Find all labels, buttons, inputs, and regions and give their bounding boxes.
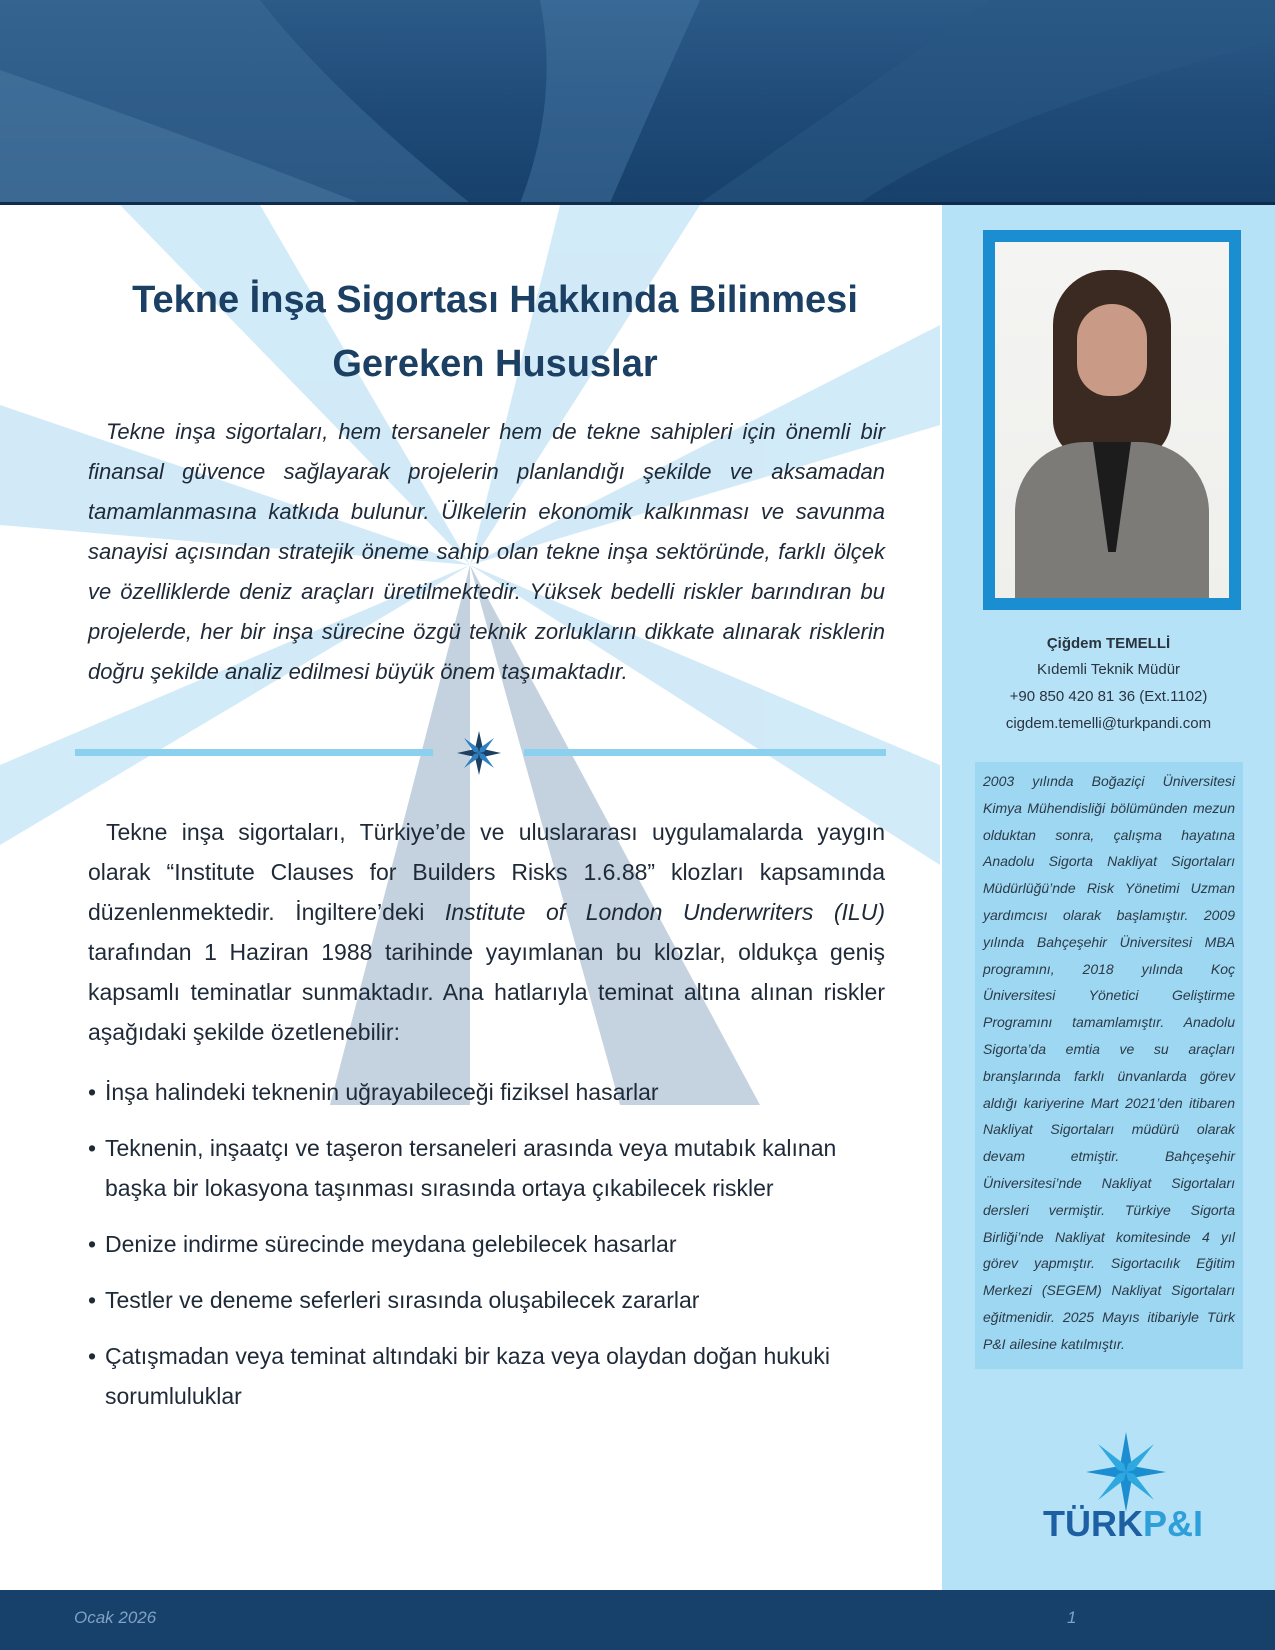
body-text-part-2: tarafından 1 Haziran 1988 tarihinde yayımlanan bu klozlar, oldukça geniş kapsamlı teminatlar sunmaktadır. Ana hatlarıyla teminat altına alınan riskler aşağıdaki şekilde özetlenebilir: <box>88 939 885 1045</box>
author-photo-frame <box>983 230 1241 610</box>
body-paragraph <box>88 812 885 1052</box>
title-line-2: Gereken Hususlar <box>332 343 658 385</box>
list-item: • Çatışmadan veya teminat altındaki bir kaza veya olaydan doğan hukuki sorumluluklar <box>88 1336 888 1416</box>
separator-left <box>75 749 433 756</box>
page-number: 1 <box>1067 1608 1077 1627</box>
intro-paragraph: Tekne inşa sigortaları, hem tersaneler hem de tekne sahipleri için önemli bir finansal güvence sağlayarak projelerin planlandığı şekilde ve aksamadan tamamlanmasına katkıda bulunur. Ülkelerin ekonomik kalkınması ve savunma sanayisi açısından stratejik öneme sahip olan tekne inşa sektöründe, farklı ölçek ve özelliklerde deniz araçları üretilmektedir. Yüksek bedelli riskler barındıran bu projelerde, her bir inşa sürecine özgü teknik zorlukların dikkate alınarak risklerin doğru şekilde analiz edilmesi büyük önem taşımaktadır. <box>88 419 885 684</box>
logo-part-pi: P&I <box>1142 1503 1203 1544</box>
company-logo <box>1043 1503 1203 1545</box>
author-name: Çiğdem TEMELLİ <box>1046 635 1171 652</box>
author-bio: 2003 yılında Boğaziçi Üniversitesi Kimya Mühendisliği bölümünden mezun olduktan sonra, çalışma hayatına Anadolu Sigorta Nakliyat Sigortaları Müdürlüğü’nde Risk Yönetimi Uzman yardımcısı olarak başlamıştır. 2009 yılında Bahçeşehir Üniversitesi MBA programını, 2018 yılında Koç Üniversitesi Yönetici Geliştirme Programını tamamlamıştır. Anadolu Sigorta’da emtia ve su araçları branşlarında farklı ünvanlarda görev aldığı kariyerine Mart 2021’den itibaren Nakliyat Sigortaları müdürü olarak devam etmiştir. Bahçeşehir Üniversitesi’nde Nakliyat Sigortaları dersleri vermiştir. Türkiye Sigorta Birliği’nde Nakliyat komitesinde 4 yıl görev yapmıştır. Sigortacılık Eğitim Merkezi (SEGEM) Nakliyat Sigortaları eğitmenidir. 2025 Mayıs itibariyle Türk P&I ailesine katılmıştır. <box>975 762 1243 1369</box>
list-item: • Teknenin, inşaatçı ve taşeron tersaneleri arasında veya mutabık kalınan başka bir lokasyona taşınması sırasında ortaya çıkabilecek riskler <box>88 1128 888 1208</box>
logo-part-turk: TÜRK <box>1043 1503 1143 1544</box>
author-photo <box>995 242 1229 598</box>
risk-list <box>88 1072 888 1432</box>
author-phone: +90 850 420 81 36 (Ext.1102) <box>1009 688 1208 705</box>
author-role: Kıdemli Teknik Müdür <box>1036 661 1181 678</box>
page-title <box>80 268 910 396</box>
footer-date: Ocak 2026 <box>74 1608 157 1627</box>
author-profile <box>942 632 1275 737</box>
title-line-1: Tekne İnşa Sigortası Hakkında Bilinmesi <box>132 279 858 321</box>
author-email: cigdem.temelli@turkpandi.com <box>1005 715 1212 732</box>
page-footer <box>0 1590 1275 1650</box>
header-decoration <box>0 0 1275 203</box>
separator-right <box>524 749 886 756</box>
header-banner <box>0 0 1275 203</box>
body-text-italic: Institute of London Underwriters (ILU) <box>444 899 885 925</box>
body-text-part-1: Tekne inşa sigortaları, Türkiye’de ve uluslararası uygulamalarda yaygın olarak “Institute Clauses for Builders Risks 1.6.88” klozları kapsamında düzenlenmektedir. İngiltere’deki <box>88 819 885 925</box>
list-item: • Testler ve deneme seferleri sırasında oluşabilecek zararlar <box>88 1280 888 1320</box>
list-item: • İnşa halindeki teknenin uğrayabileceği fiziksel hasarlar <box>88 1072 888 1112</box>
separator-star-icon <box>456 730 502 776</box>
list-item: • Denize indirme sürecinde meydana gelebilecek hasarlar <box>88 1224 888 1264</box>
